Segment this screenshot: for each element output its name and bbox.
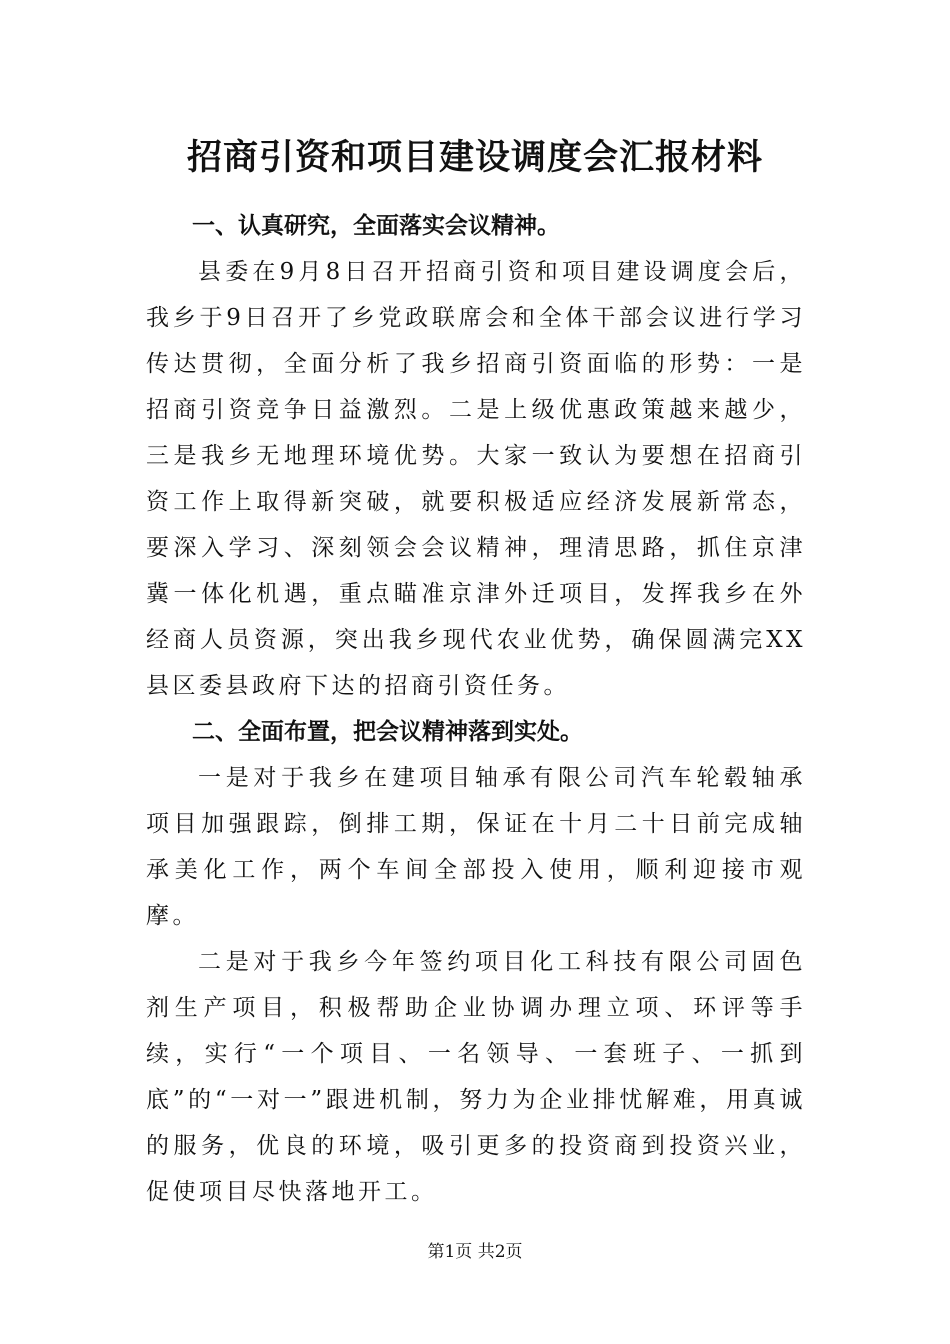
section-2-paragraph-1: 一是对于我乡在建项目轴承有限公司汽车轮毂轴承项目加强跟踪，倒排工期，保证在十月二十日前完成轴承美化工作，两个车间全部投入使用，顺利迎接市观摩。 xyxy=(146,765,806,929)
document-body xyxy=(146,203,806,1215)
document-title: 招商引资和项目建设调度会汇报材料 xyxy=(186,137,763,178)
section-heading-1: 一、认真研究，全面落实会议精神。 xyxy=(192,213,560,239)
section-1-paragraph-1: 县委在9月8日召开招商引资和项目建设调度会后，我乡于9日召开了乡党政联席会和全体干部会议进行学习传达贯彻，全面分析了我乡招商引资面临的形势：一是招商引资竞争日益激烈。二是上级优惠政策越来越少，三是我乡无地理环境优势。大家一致认为要想在招商引资工作上取得新突破，就要积极适应经济发展新常态，要深入学习、深刻领会会议精神，理清思路，抓住京津冀一体化机遇，重点瞄准京津外迁项目，发挥我乡在外经商人员资源，突出我乡现代农业优势，确保圆满完XX县区委县政府下达的招商引资任务。 xyxy=(146,259,806,699)
page-footer: 第1页 共2页 xyxy=(427,1242,523,1262)
section-2-paragraph-2: 二是对于我乡今年签约项目化工科技有限公司固色剂生产项目，积极帮助企业协调办理立项、环评等手续，实行“一个项目、一名领导、一套班子、一抓到底”的“一对一”跟进机制，努力为企业排忧解难，用真诚的服务，优良的环境，吸引更多的投资商到投资兴业，促使项目尽快落地开工。 xyxy=(146,949,806,1205)
section-heading-2: 二、全面布置，把会议精神落到实处。 xyxy=(192,719,583,745)
